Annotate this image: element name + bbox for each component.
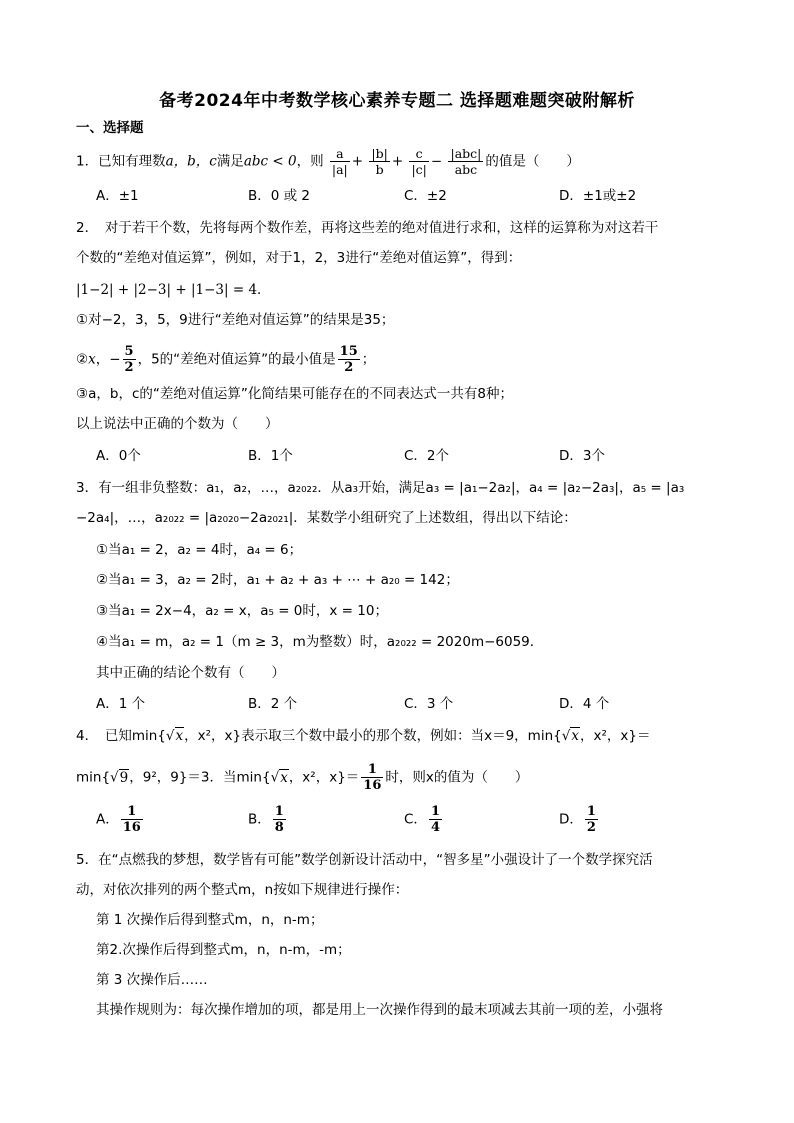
q1-option-c: C．±2 [404,188,447,204]
q1-option-a: A．±1 [96,188,139,204]
q3-option-c: C．3 个 [404,696,454,712]
q2-ask: 以上说法中正确的个数为（ ） [76,416,279,432]
q4-fraction-1-16: $\frac{1}{16}$ [363,762,382,793]
q2-statement-3: ③a，b，c的“差绝对值运算”化简结果可能存在的不同表达式一共有8种； [76,386,513,402]
q3-conclusion-1: ①当a₁ = 2，a₂ = 4时，a₄ = 6； [96,542,303,558]
q2-line-1: 2． 对于若干个数，先将每两个数作差，再将这些差的绝对值进行求和，这样的运算称为对这若干 [76,220,659,236]
q1-plus-1: + [351,153,364,170]
q3-ask: 其中正确的结论个数有（ ） [96,665,285,681]
q5-line-5: 第 3 次操作后…… [96,972,208,988]
q1-then: ，则 [296,153,324,170]
q1-fraction-4: $\frac{\text{|abc|}}{\text{abc}}$ [450,146,482,177]
sqrt-x: √x [270,769,288,786]
q1-plus-2: + [391,153,404,170]
q3-line-1: 3．有一组非负整数：a₁，a₂，…，a₂₀₂₂．从a₃开始，满足a₃ = |a₁−2a₂|，a₄ = |a₂−2a₃|，a₅ = |a₃ [76,480,685,496]
page-title: 备考2024年中考数学核心素养专题二 选择题难题突破附解析 [159,91,635,111]
q2-statement-1: ①对−2，3，5，9进行“差绝对值运算”的结果是35； [76,312,395,328]
q3-conclusion-4: ④当a₁ = m，a₂ = 1（m ≥ 3，m为整数）时，a₂₀₂₂ = 2020m−6059． [96,634,544,650]
q4-line-1: 4． 已知min{√x，x²，x}表示取三个数中最小的那个数，例如：当x＝9，min{√x，x²，x}＝ [76,728,651,744]
q5-line-1: 5．在“点燃我的梦想，数学皆有可能”数学创新设计活动中，“智多星”小强设计了一个数学探究活 [76,852,653,868]
q2-line-2: 个数的“差绝对值运算”，例如，对于1，2，3进行“差绝对值运算”，得到： [76,250,522,266]
q1-vars: a，b，c [165,153,217,170]
q5-line-2: 动，对依次排列的两个整式m，n按如下规律进行操作： [76,882,409,898]
section-heading: 一、选择题 [76,120,144,136]
q3-option-a: A．1 个 [96,696,146,712]
q3-conclusion-3: ③当a₁ = 2x−4，a₂ = x，a₅ = 0时，x = 10； [96,603,388,619]
q1-option-b: B．0 或 2 [248,188,311,204]
q3-option-d: D．4 个 [559,696,610,712]
q1-lead: 1．已知有理数 [76,153,166,170]
q4-option-d: D． $\frac{1}{2}$ [559,804,596,835]
q3-conclusion-2: ②当a₁ = 3，a₂ = 2时，a₁ + a₂ + a₃ + ⋯ + a₂₀ = 142； [96,572,459,588]
q5-line-4: 第2.次操作后得到整式m，n，n-m，-m； [96,942,351,958]
q2-option-c: C．2个 [404,448,450,464]
q2-option-a: A．0个 [96,448,141,464]
q5-line-3: 第 1 次操作后得到整式m，n，n-m； [96,912,324,928]
q3-option-b: B．2 个 [248,696,298,712]
sqrt-9: √9 [110,769,129,786]
q1-fraction-2: $\frac{|b|}{b}$ [371,146,388,177]
sqrt-x: √x [165,728,184,744]
question-1-stem [76,146,580,177]
q1-cond-text: 满足 [216,153,244,170]
q1-tail: 的值是（ ） [485,153,580,170]
q1-minus: − [430,153,443,170]
q5-line-6: 其操作规则为：每次操作增加的项，都是用上一次操作得到的最末项减去其前一项的差，小强将 [96,1002,663,1018]
q4-option-c: C． $\frac{1}{4}$ [404,804,440,835]
q2-fraction-15-2: $\frac{15}{2}$ [339,344,358,375]
q2-fraction-5-2: $\frac{5}{2}$ [124,344,134,375]
sqrt-x: √x [561,728,579,744]
q4-line-2: min{√9，9²，9}＝3．当min{√x，x²，x}＝ $\frac{1}{16}$ 时，则x的值为（ ） [76,762,529,793]
q2-statement-2: ②x，− $\frac{5}{2}$ ，5的“差绝对值运算”的最小值是 $\frac{15}{2}$ ； [76,344,376,375]
q1-fraction-1: $\frac{a}{|a|}$ [331,146,348,177]
q1-fraction-3: $\frac{c}{|c|}$ [411,146,427,177]
q2-example: |1−2| + |2−3| + |1−3| = 4． [76,282,271,298]
q4-option-a: A． $\frac{1}{16}$ [96,804,141,835]
q3-line-2: −2a₄|，…，a₂₀₂₂ = |a₂₀₂₀−2a₂₀₂₁|．某数学小组研究了上述数组，得出以下结论： [76,510,577,526]
q2-option-b: B．1个 [248,448,293,464]
q4-option-b: B． $\frac{1}{8}$ [248,804,284,835]
q1-condition: abc < 0 [243,153,297,170]
q2-option-d: D．3个 [559,448,605,464]
q1-option-d: D．±1或±2 [559,188,637,204]
